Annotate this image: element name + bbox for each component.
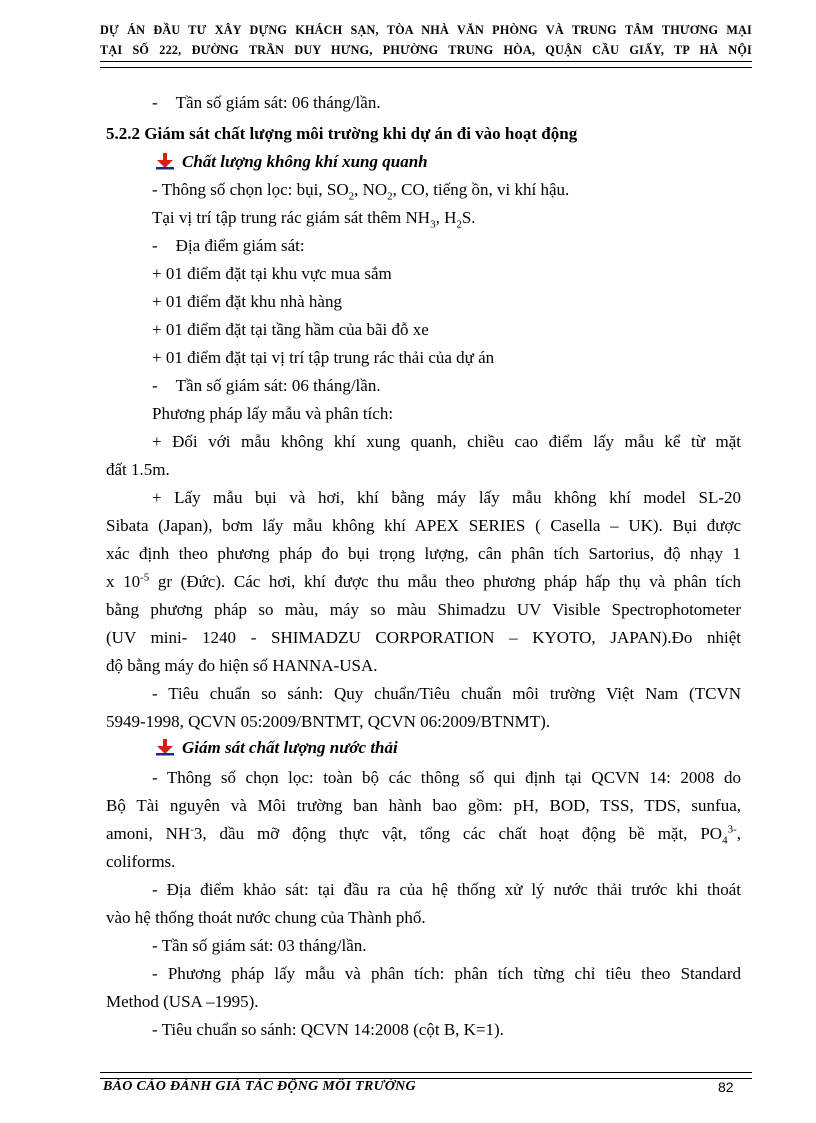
list-item: + 01 điểm đặt tại vị trí tập trung rác thải của dự án [152, 348, 495, 367]
list-item: + 01 điểm đặt tại tầng hầm của bãi đỗ xe [152, 320, 429, 339]
paragraph: Sibata (Japan), bơm lấy mẫu không khí APEX SERIES ( Casella – UK). Bụi được [106, 516, 741, 535]
page-number: 82 [718, 1079, 734, 1095]
paragraph: amoni, NH-3, dầu mỡ động thực vật, tổng các chất hoạt động bề mặt, $PO_4^{3-}$, [106, 823, 741, 847]
paragraph: - Tần số giám sát: 06 tháng/lần. [152, 93, 381, 112]
paragraph: đất 1.5m. [106, 460, 170, 479]
paragraph: - Phương pháp lấy mẫu và phân tích: phân tích từng chỉ tiêu theo Standard [152, 964, 741, 983]
subheading-wastewater: Giám sát chất lượng nước thải [154, 737, 398, 759]
paragraph: độ bằng máy đo hiện số HANNA-USA. [106, 656, 378, 675]
paragraph: + Đối với mẫu không khí xung quanh, chiều cao điểm lấy mẫu kể từ mặt [152, 432, 741, 451]
paragraph: Bộ Tài nguyên và Môi trường ban hành bao gồm: pH, BOD, TSS, TDS, sunfua, [106, 796, 741, 815]
paragraph: Method (USA –1995). [106, 992, 259, 1011]
paragraph: Tại vị trí tập trung rác giám sát thêm $NH_3$, $H_2S$. [152, 208, 476, 231]
paragraph: vào hệ thống thoát nước chung của Thành phố. [106, 908, 426, 927]
page-header [100, 20, 752, 60]
paragraph: - Tần số giám sát: 06 tháng/lần. [152, 376, 381, 395]
paragraph: + Lấy mẫu bụi và hơi, khí bằng máy lấy mẫu không khí model SL-20 [152, 488, 741, 507]
footer-divider [100, 1072, 752, 1079]
list-item: + 01 điểm đặt tại khu vực mua sắm [152, 264, 392, 283]
paragraph: bằng phương pháp so màu, máy so màu Shimadzu UV Visible Spectrophotometer [106, 600, 741, 619]
paragraph: - Thông số chọn lọc: toàn bộ các thông số qui định tại QCVN 14: 2008 do [152, 768, 741, 787]
paragraph: 5949-1998, QCVN 05:2009/BNTMT, QCVN 06:2009/BTNMT). [106, 712, 551, 731]
paragraph: - Địa điểm khảo sát: tại đầu ra của hệ thống xử lý nước thải trước khi thoát [152, 880, 741, 899]
down-arrow-bullet-icon [154, 738, 176, 756]
paragraph: - Tiêu chuẩn so sánh: QCVN 14:2008 (cột B, K=1). [152, 1020, 504, 1039]
subheading-air-quality: Chất lượng không khí xung quanh [154, 151, 428, 173]
header-line-1: DỰ ÁN ĐẦU TƯ XÂY DỰNG KHÁCH SẠN, TÒA NHÀ VĂN PHÒNG VÀ TRUNG TÂM THƯƠNG MẠI [100, 23, 752, 37]
paragraph: - Thông số chọn lọc: bụi, $SO_2$, $NO_2$, CO, tiếng ồn, vi khí hậu. [152, 180, 570, 203]
paragraph: - Tần số giám sát: 03 tháng/lần. [152, 936, 367, 955]
footer-title: BÁO CÁO ĐÁNH GIÁ TÁC ĐỘNG MÔI TRƯỜNG [103, 1079, 416, 1094]
down-arrow-bullet-icon [154, 152, 176, 170]
paragraph: coliforms. [106, 852, 176, 871]
paragraph: xác định theo phương pháp đo bụi trọng lượng, cân phân tích Sartorius, độ nhạy 1 [106, 544, 741, 563]
paragraph: - Tiêu chuẩn so sánh: Quy chuẩn/Tiêu chuẩn môi trường Việt Nam (TCVN [152, 684, 741, 703]
header-divider [100, 61, 752, 68]
paragraph: Phương pháp lấy mẫu và phân tích: [152, 404, 394, 423]
paragraph: x $10^{-5}$ gr (Đức). Các hơi, khí được thu mẫu theo phương pháp hấp thụ và phân tích [106, 571, 741, 591]
paragraph: - Địa điểm giám sát: [152, 236, 305, 255]
header-line-2: TẠI SỐ 222, ĐƯỜNG TRẦN DUY HƯNG, PHƯỜNG TRUNG HÒA, QUẬN CẦU GIẤY, TP HÀ NỘI [100, 43, 752, 57]
paragraph: (UV mini- 1240 - SHIMADZU CORPORATION – KYOTO, JAPAN).Đo nhiệt [106, 628, 741, 647]
section-heading-5-2-2: 5.2.2 Giám sát chất lượng môi trường khi dự án đi vào hoạt động [106, 124, 578, 143]
list-item: + 01 điểm đặt khu nhà hàng [152, 292, 342, 311]
